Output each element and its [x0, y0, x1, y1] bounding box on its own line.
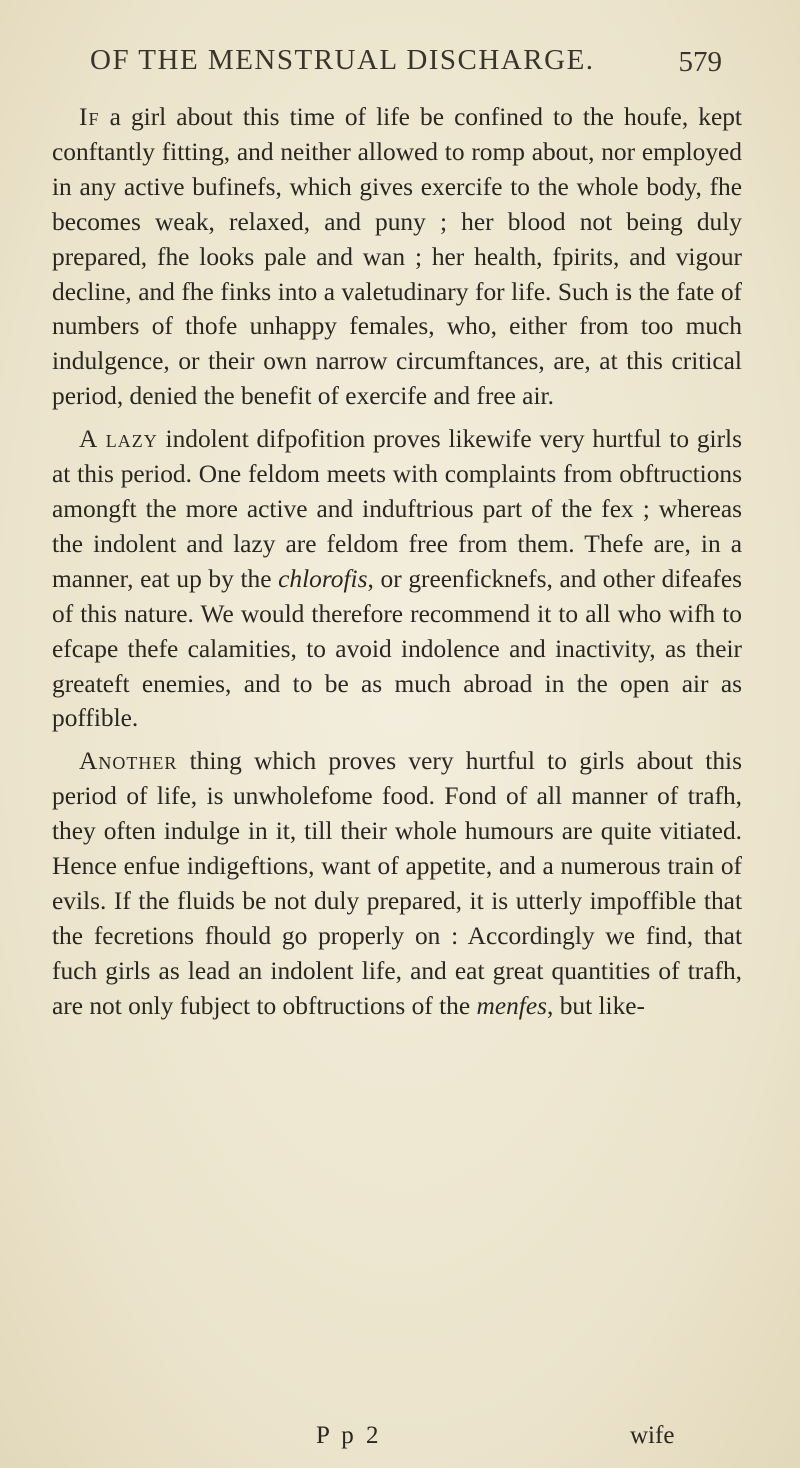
running-title: OF THE MENSTRUAL DISCHARGE.: [90, 44, 595, 76]
italic-term: menfes: [476, 991, 547, 1020]
paragraph-text: indolent difpofition proves likewife very hurtful to girls at this period. One feldom meets with complaints from obftructions amongft the more active and induftrious part of the fex ; whereas the indolent and lazy are feldom free from them. Thefe are, in a manner, eat up by the: [52, 425, 742, 593]
italic-term: chlorofis: [278, 564, 368, 593]
paragraph-text: thing which proves very hurtful to girls about this period of life, is unwholefome food. Fond of all manner of trafh, they often indulge in it, till their whole humours are quite vitiated. Hence enfue indigeftions, want of appetite, and a numerous train of evils. If the fluids be not duly prepared, it is utterly impoffible that the fecretions fhould go properly on : Accordingly we find, that fuch girls as lead an indolent life, and eat great quantities of trafh, are not only fubject to obftructions of the: [52, 747, 742, 1020]
paragraph-lead: A lazy: [79, 425, 158, 454]
paragraph-text: a girl about this time of life be confined to the houfe, kept conftantly fitting, and neither allowed to romp about, nor employed in any active bufinefs, which gives exercife to the whole body, fhe becomes weak, relaxed, and puny ; her blood not being duly prepared, fhe looks pale and wan ; her health, fpirits, and vigour decline, and fhe finks into a valetudinary for life. Such is the fate of numbers of thofe unhappy females, who, either from too much indulgence, or their own narrow circumftances, are, at this critical period, denied the benefit of exercife and free air.: [52, 103, 742, 411]
paragraph-lead: If: [79, 103, 100, 131]
signature-mark: P p 2: [316, 1422, 382, 1449]
paragraph-confinement: [52, 100, 742, 414]
paragraph-indolence: [52, 422, 742, 736]
page-header: [82, 44, 752, 92]
body-text: [52, 100, 742, 1024]
paragraph-food: [52, 744, 742, 1023]
catchword: wife: [630, 1422, 675, 1449]
page-number: 579: [678, 46, 722, 78]
paragraph-lead: Another: [79, 747, 178, 776]
paragraph-text-continued: , but like-: [547, 991, 646, 1020]
paragraph-text-continued: , or greenficknefs, and other difeafes of this nature. We would therefore recommend it to all who wifh to efcape thefe calamities, to avoid indolence and inactivity, as their greateft enemies, and to be as much abroad in the open air as poffible.: [52, 564, 742, 733]
page-footer: [52, 1422, 742, 1456]
